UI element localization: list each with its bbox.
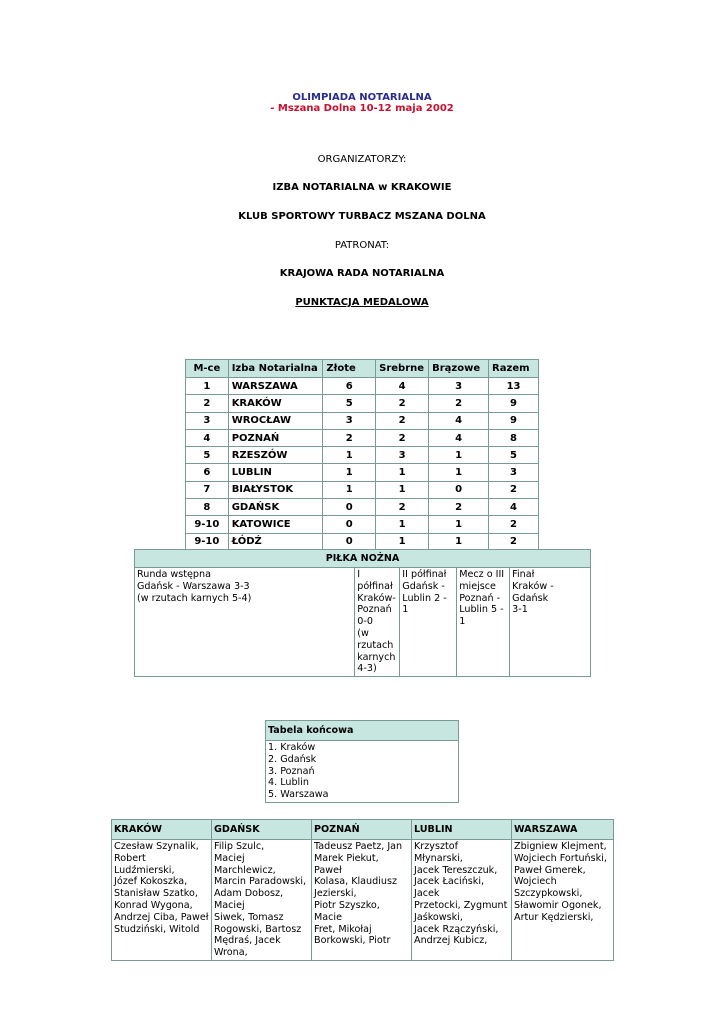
cell-place: 7: [186, 481, 229, 498]
cell-silver: 2: [376, 499, 429, 516]
cell-izba: WROCŁAW: [228, 412, 323, 429]
col-header-gold: Złote: [323, 360, 376, 378]
rosters-body-row: [112, 840, 614, 961]
table-row: [186, 533, 539, 550]
football-header-row: [135, 550, 591, 568]
cell-place: 6: [186, 464, 229, 481]
cell-bronze: 1: [429, 447, 489, 464]
table-row: [186, 481, 539, 498]
list-item: 4. Lublin: [268, 777, 309, 789]
cell-gold: 0: [323, 516, 376, 533]
cell-silver: 1: [376, 533, 429, 550]
cell-bronze: 2: [429, 395, 489, 412]
cell-silver: 1: [376, 464, 429, 481]
final-standings-title: Tabela końcowa: [266, 721, 459, 741]
cell-silver: 1: [376, 481, 429, 498]
table-row: [186, 412, 539, 429]
football-third-place: Mecz o III miejsce Poznań - Lublin 5 - 1: [457, 568, 510, 677]
list-item: 5. Warszawa: [268, 789, 329, 801]
patron-label: PATRONAT:: [334, 240, 390, 251]
list-item: 3. Poznań: [268, 765, 315, 777]
table-row: [186, 499, 539, 516]
cell-bronze: 2: [429, 499, 489, 516]
cell-place: 3: [186, 412, 229, 429]
cell-place: 5: [186, 447, 229, 464]
roster-poznan: Tadeusz Paetz, Jan Marek Piekut, Paweł Kolasa, Klaudiusz Jezierski, Piotr Szyszko, Macie Fret, Mikołaj Borkowski, Piotr: [312, 840, 412, 961]
cell-place: 9-10: [186, 533, 229, 550]
cell-total: 2: [489, 481, 539, 498]
cell-total: 8: [489, 429, 539, 446]
team-header-lublin: LUBLIN: [412, 820, 512, 840]
cell-gold: 6: [323, 378, 376, 395]
document-subtitle: - Mszana Dolna 10-12 maja 2002: [270, 103, 454, 114]
list-item: 1. Kraków: [268, 742, 316, 753]
cell-gold: 1: [323, 447, 376, 464]
cell-izba: WARSZAWA: [228, 378, 323, 395]
football-preliminary: Runda wstępna Gdańsk - Warszawa 3-3 (w rzutach karnych 5-4): [135, 568, 355, 677]
roster-lublin: Krzysztof Młynarski, Jacek Tereszczuk, Jacek Łaciński, Jacek Przetocki, Zygmunt Jaśkowski, Jacek Rzączyński, Andrzej Kubicz,: [412, 840, 512, 961]
football-title: PIŁKA NOŻNA: [135, 550, 591, 568]
cell-bronze: 0: [429, 481, 489, 498]
document-title: OLIMPIADA NOTARIALNA: [292, 92, 432, 103]
cell-silver: 4: [376, 378, 429, 395]
cell-bronze: 3: [429, 378, 489, 395]
cell-total: 5: [489, 447, 539, 464]
table-row: [186, 395, 539, 412]
cell-silver: 2: [376, 429, 429, 446]
roster-warszawa: Zbigniew Klejment, Wojciech Fortuński, Paweł Gmerek, Wojciech Szczypkowski, Sławomir Ogonek, Artur Kędzierski,: [512, 840, 614, 961]
cell-gold: 0: [323, 499, 376, 516]
cell-place: 9-10: [186, 516, 229, 533]
final-standings-table: [265, 720, 459, 803]
table-row: [186, 378, 539, 395]
team-header-gdansk: GDAŃSK: [212, 820, 312, 840]
team-rosters-table: [111, 819, 614, 961]
cell-bronze: 1: [429, 464, 489, 481]
cell-izba: KRAKÓW: [228, 395, 323, 412]
cell-total: 2: [489, 516, 539, 533]
team-header-krakow: KRAKÓW: [112, 820, 212, 840]
cell-gold: 0: [323, 533, 376, 550]
rosters-header-row: [112, 820, 614, 840]
table-row: [186, 464, 539, 481]
cell-izba: RZESZÓW: [228, 447, 323, 464]
col-header-place: M-ce: [186, 360, 229, 378]
table-row: [186, 447, 539, 464]
football-results-row: [135, 568, 591, 677]
cell-gold: 2: [323, 429, 376, 446]
football-table: [134, 549, 591, 677]
roster-krakow: Czesław Szynalik, Robert Ludźmierski, Józef Kokoszka, Stanisław Szatko, Konrad Wygona, Andrzej Ciba, Paweł Studziński, Witold: [112, 840, 212, 961]
cell-bronze: 1: [429, 533, 489, 550]
table-row: [186, 429, 539, 446]
cell-izba: KATOWICE: [228, 516, 323, 533]
cell-gold: 1: [323, 464, 376, 481]
cell-place: 4: [186, 429, 229, 446]
cell-total: 13: [489, 378, 539, 395]
football-semifinal-1: I półfinał Kraków- Poznań 0-0 (w rzutach karnych 4-3): [355, 568, 400, 677]
cell-total: 9: [489, 395, 539, 412]
col-header-total: Razem: [489, 360, 539, 378]
cell-bronze: 1: [429, 516, 489, 533]
section-title: PUNKTACJA MEDALOWA: [295, 297, 429, 308]
medal-header-row: [186, 360, 539, 378]
list-item: 2. Gdańsk: [268, 753, 317, 765]
cell-silver: 2: [376, 412, 429, 429]
football-final: Finał Kraków - Gdańsk 3-1: [510, 568, 591, 677]
cell-gold: 1: [323, 481, 376, 498]
cell-total: 3: [489, 464, 539, 481]
cell-gold: 3: [323, 412, 376, 429]
table-row: [186, 516, 539, 533]
cell-izba: GDAŃSK: [228, 499, 323, 516]
cell-bronze: 4: [429, 412, 489, 429]
cell-izba: ŁÓDŹ: [228, 533, 323, 550]
cell-place: 8: [186, 499, 229, 516]
organizer-klub: KLUB SPORTOWY TURBACZ MSZANA DOLNA: [238, 211, 486, 222]
cell-gold: 5: [323, 395, 376, 412]
patron-name: KRAJOWA RADA NOTARIALNA: [279, 268, 445, 279]
cell-total: 2: [489, 533, 539, 550]
cell-izba: LUBLIN: [228, 464, 323, 481]
team-header-warszawa: WARSZAWA: [512, 820, 614, 840]
col-header-bronze: Brązowe: [429, 360, 489, 378]
cell-place: 1: [186, 378, 229, 395]
organizer-izba: IZBA NOTARIALNA w KRAKOWIE: [272, 182, 452, 193]
cell-total: 4: [489, 499, 539, 516]
organizers-label: ORGANIZATORZY:: [317, 154, 407, 165]
team-header-poznan: POZNAŃ: [312, 820, 412, 840]
football-semifinal-2: II półfinał Gdańsk - Lublin 2 - 1: [400, 568, 457, 677]
cell-izba: POZNAŃ: [228, 429, 323, 446]
cell-place: 2: [186, 395, 229, 412]
medal-table: [185, 359, 539, 551]
cell-izba: BIAŁYSTOK: [228, 481, 323, 498]
cell-bronze: 4: [429, 429, 489, 446]
cell-silver: 1: [376, 516, 429, 533]
cell-silver: 2: [376, 395, 429, 412]
roster-gdansk: Filip Szulc, Maciej Marchlewicz, Marcin Paradowski, Adam Dobosz, Maciej Siwek, Tomasz Rogowski, Bartosz Mędraś, Jacek Wrona,: [212, 840, 312, 961]
cell-silver: 3: [376, 447, 429, 464]
final-standings-list: [266, 741, 459, 803]
col-header-izba: Izba Notarialna: [228, 360, 323, 378]
cell-total: 9: [489, 412, 539, 429]
col-header-silver: Srebrne: [376, 360, 429, 378]
